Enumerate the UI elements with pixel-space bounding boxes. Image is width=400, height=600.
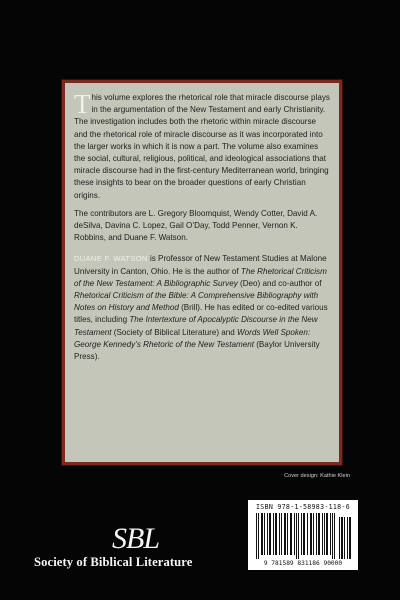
bio-text-5: (Baylor University Press).	[74, 339, 320, 362]
bio-text-2: (Deo) and co-author of	[237, 278, 322, 288]
isbn-number: ISBN 978-1-58983-118-6	[256, 503, 350, 511]
barcode-digits	[250, 560, 356, 567]
description-panel-content	[74, 89, 330, 453]
author-bio	[74, 253, 330, 363]
bio-title-4: Words Well Spoken: George Kennedy’s Rhetoric of the New Testament	[74, 327, 311, 349]
bio-text-3: (Brill). He has edited or co-edited various titles, including	[74, 303, 328, 325]
sbl-logo: SBL	[112, 522, 160, 555]
bio-text-4: (Society of Biblical Literature) and	[111, 327, 238, 337]
barcode-addon-digits: 90000	[323, 560, 343, 567]
cover-design-credit: Cover design: Kathie Klein	[284, 473, 350, 479]
description-panel	[62, 80, 342, 465]
description-text: his volume explores the rhetorical role that miracle discourse plays in the argumentation of the New Testament and early Christianity. The investigation includes both the rhetoric within miracle discourse and the rhetorical role of miracle discourse as it was incorporated into the larger works in which it is now a part. The volume also examines the social, cultural, religious, political, and ideological associations that miracle discourse had in the first-century Mediterranean world, bringing these insights to bear on the broader questions of early Christian origins.	[74, 93, 330, 200]
contributors-paragraph: The contributors are L. Gregory Bloomquist, Wendy Cotter, David A. deSilva, Davina C. Lopez, Gail O’Day, Todd Penner, Vernon K. Robbins, and Duane F. Watson.	[74, 208, 318, 243]
barcode-bars	[254, 513, 352, 559]
author-name: DUANE F. WATSON	[74, 254, 148, 264]
publisher-name: Society of Biblical Literature	[34, 555, 193, 569]
drop-cap: T	[74, 89, 91, 119]
bio-title-2: Rhetorical Criticism of the Bible: A Comprehensive Bibliography with Notes on History and Method	[74, 291, 319, 313]
bio-title-3: The Intertexture of Apocalyptic Discourse in the New Testament	[74, 315, 318, 337]
bio-title-1: The Rhetorical Criticism of the New Testament: A Bibliographic Survey	[74, 266, 327, 288]
bio-text-1: is Professor of New Testament Studies at Malone University in Canton, Ohio. He is the author of	[74, 254, 327, 276]
barcode-main-digits: 9 781589 831186	[263, 560, 320, 567]
isbn-barcode	[248, 500, 358, 570]
description-paragraph	[74, 89, 330, 202]
